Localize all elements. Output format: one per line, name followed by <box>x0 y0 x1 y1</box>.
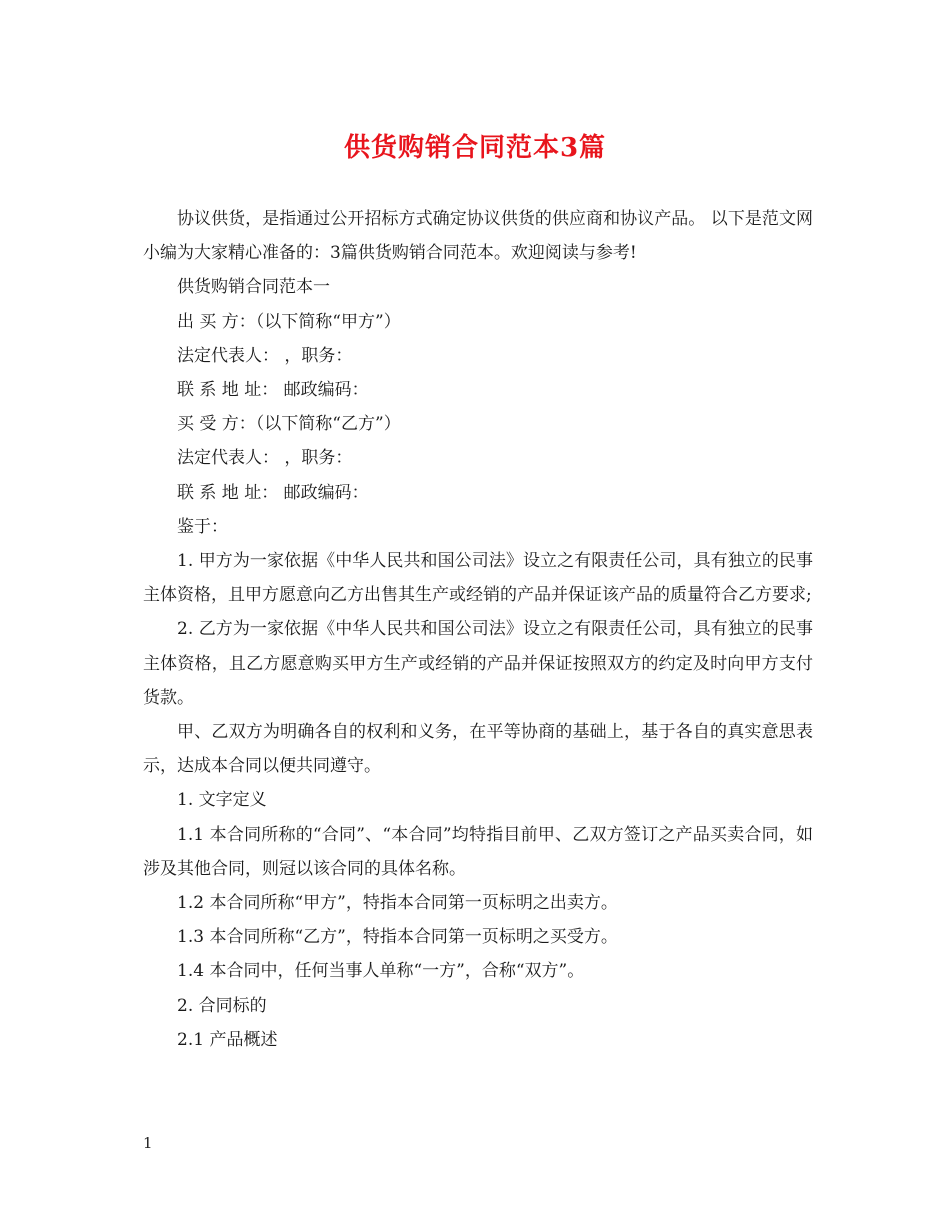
agreement-paragraph: 甲、乙双方为明确各自的权利和义务，在平等协商的基础上，基于各自的真实意思表示，达成本合同以便共同遵守。 <box>143 722 813 777</box>
whereas-clause-2: 2. 乙方为一家依据《中华人民共和国公司法》设立之有限责任公司，具有独立的民事主体资格，且乙方愿意购买甲方生产或经销的产品并保证按照双方的约定及时向甲方支付货款。 <box>143 619 813 708</box>
buyer-line: 买 受 方：（以下简称“乙方”） <box>177 414 401 435</box>
clause-2-heading: 2. 合同标的 <box>177 995 267 1016</box>
whereas-clause-1: 1. 甲方为一家依据《中华人民共和国公司法》设立之有限责任公司，具有独立的民事主体资格，且甲方愿意向乙方出售其生产或经销的产品并保证该产品的质量符合乙方要求; <box>143 551 813 606</box>
clause-1-4: 1.4 本合同中，任何当事人单称“一方”，合称“双方”。 <box>177 961 585 982</box>
document-title: 供货购销合同范本3篇 <box>343 133 607 163</box>
document-body <box>143 202 813 1057</box>
seller-representative-line: 法定代表人： ，职务： <box>177 345 353 366</box>
clause-1-3: 1.3 本合同所称“乙方”，特指本合同第一页标明之买受方。 <box>177 927 618 948</box>
seller-line: 出 买 方：（以下简称“甲方”） <box>177 311 401 332</box>
clause-2-1: 2.1 产品概述 <box>177 1029 278 1050</box>
buyer-address-line: 联 系 地 址： 邮政编码： <box>177 482 369 503</box>
seller-address-line: 联 系 地 址： 邮政编码： <box>177 380 369 401</box>
whereas-heading: 鉴于： <box>177 516 228 537</box>
clause-1-2: 1.2 本合同所称“甲方”，特指本合同第一页标明之出卖方。 <box>177 893 618 914</box>
page-number: 1 <box>143 1134 153 1152</box>
clause-1-1: 1.1 本合同所称的“合同”、“本合同”均特指目前甲、乙双方签订之产品买卖合同，如涉及其他合同，则冠以该合同的具体名称。 <box>143 824 813 879</box>
clause-1-heading: 1. 文字定义 <box>177 790 267 811</box>
intro-paragraph: 协议供货，是指通过公开招标方式确定协议供货的供应商和协议产品。 以下是范文网小编为大家精心准备的：3篇供货购销合同范本。欢迎阅读与参考! <box>143 209 813 264</box>
buyer-representative-line: 法定代表人： ，职务： <box>177 448 353 469</box>
section-heading: 供货购销合同范本一 <box>177 277 330 298</box>
